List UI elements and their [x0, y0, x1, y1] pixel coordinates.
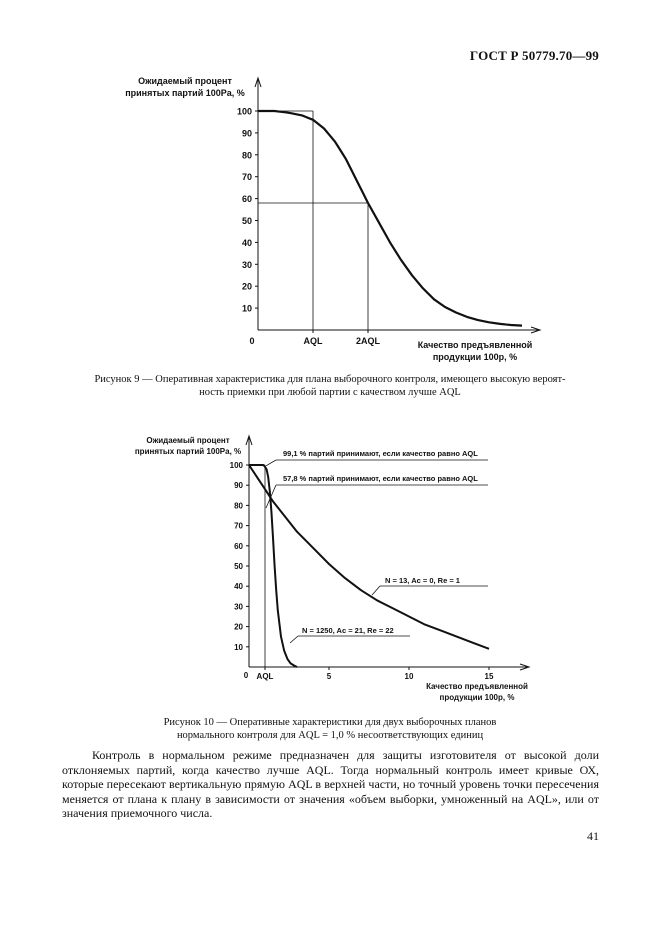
annotation-57-8: 57,8 % партий принимают, если качество равно AQL [283, 474, 478, 483]
page-number: 41 [587, 829, 599, 843]
figure-9-series [258, 111, 522, 326]
y-tick-label: 10 [234, 642, 243, 652]
figure-9-guides [258, 111, 368, 330]
figure-9-x-axis-label: продукции 100p, % [432, 352, 518, 362]
figure-10-x-axis-label: продукции 100p, % [439, 693, 515, 702]
figure-10-y-axis-label: Ожидаемый процент [146, 436, 230, 445]
oc-curve-n1250 [249, 465, 297, 667]
series-label-n1250: N = 1250, Ac = 21, Re = 22 [302, 626, 394, 635]
y-tick-label: 80 [234, 501, 243, 511]
y-tick-label: 50 [234, 562, 243, 571]
y-tick-label: 80 [241, 150, 252, 161]
y-tick-label: 60 [241, 194, 252, 205]
annotation-99-1: 99,1 % партий принимают, если качество равно AQL [283, 449, 478, 458]
series-label-n13: N = 13, Ac = 0, Re = 1 [385, 576, 460, 585]
oc-curve-n13 [249, 465, 489, 649]
y-tick-label: 50 [241, 216, 252, 226]
figure-10-caption-line: нормального контроля для AQL = 1,0 % несоответствующих единиц [176, 730, 484, 741]
x-tick-label: 5 [326, 672, 332, 681]
figure-10-caption [40, 716, 620, 742]
figure-9-chart [0, 0, 661, 370]
x-tick-label: AQL [303, 336, 323, 346]
annotation-leader-99 [266, 460, 276, 466]
figure-9-caption-line: Рисунок 9 — Оперативная характеристика для плана выборочного контроля, имеющего высокую вероят- [94, 374, 566, 385]
y-tick-label: 70 [241, 172, 252, 183]
figure-9-caption-line: ность приемки при любой партии с качеством лучше AQL [199, 387, 461, 398]
document-header: ГОСТ Р 50779.70—99 [469, 48, 599, 63]
x-tick-label: AQL [256, 672, 274, 681]
figure-9-origin-label: 0 [249, 336, 255, 346]
figure-9-y-axis-label: принятых партий 100Pa, % [125, 88, 245, 98]
oc-curve [258, 111, 522, 326]
y-tick-label: 20 [241, 281, 252, 292]
series-label-leader-n13 [372, 586, 380, 595]
figure-9-x-axis-label: Качество предъявленной [417, 340, 533, 350]
figure-9-caption [40, 373, 620, 399]
figure-10-guides [249, 460, 488, 667]
y-tick-label: 40 [241, 237, 252, 248]
y-tick-label: 30 [234, 602, 243, 612]
figure-10-x-axis-label: Качество предъявленной [426, 682, 528, 691]
figure-10-annotations [283, 449, 478, 635]
series-label-leader-n1250 [290, 636, 298, 643]
y-tick-label: 90 [241, 128, 252, 139]
y-tick-label: 10 [241, 303, 252, 314]
figure-10-y-axis-label: принятых партий 100Pa, % [134, 447, 242, 456]
y-tick-label: 30 [241, 259, 252, 270]
figure-10-series [249, 465, 489, 667]
body-text [62, 748, 599, 821]
figure-9-axes [255, 78, 540, 333]
figure-10-chart [0, 420, 661, 720]
y-tick-label: 90 [234, 481, 243, 491]
x-tick-label: 15 [484, 672, 494, 681]
y-tick-label: 20 [234, 622, 243, 632]
figure-10-caption-line: Рисунок 10 — Оперативные характеристики для двух выборочных планов [163, 717, 497, 728]
x-tick-label: 10 [404, 672, 414, 681]
figure-9-y-axis-label: Ожидаемый процент [138, 76, 232, 86]
y-tick-label: 70 [234, 521, 243, 531]
x-tick-label: 2AQL [355, 336, 381, 346]
y-tick-label: 40 [234, 582, 243, 592]
y-tick-label: 100 [236, 106, 252, 117]
body-paragraph: Контроль в нормальном режиме предназначен для защиты изготовителя от высокой доли отклоняемых партий, когда качество лучше AQL. Тогда нормальный контроль имеет кривые ОХ, которые пересекают вертикальную прямую AQL в верхней части, но точный уровень точки пересечения меняется от плана к плану в зависимости от значения «объем выборки, умноженный на AQL», или от значения приемочного числа. [62, 748, 599, 821]
figure-10-origin-label: 0 [243, 671, 249, 680]
y-tick-label: 60 [234, 541, 243, 551]
y-tick-label: 100 [229, 461, 243, 470]
